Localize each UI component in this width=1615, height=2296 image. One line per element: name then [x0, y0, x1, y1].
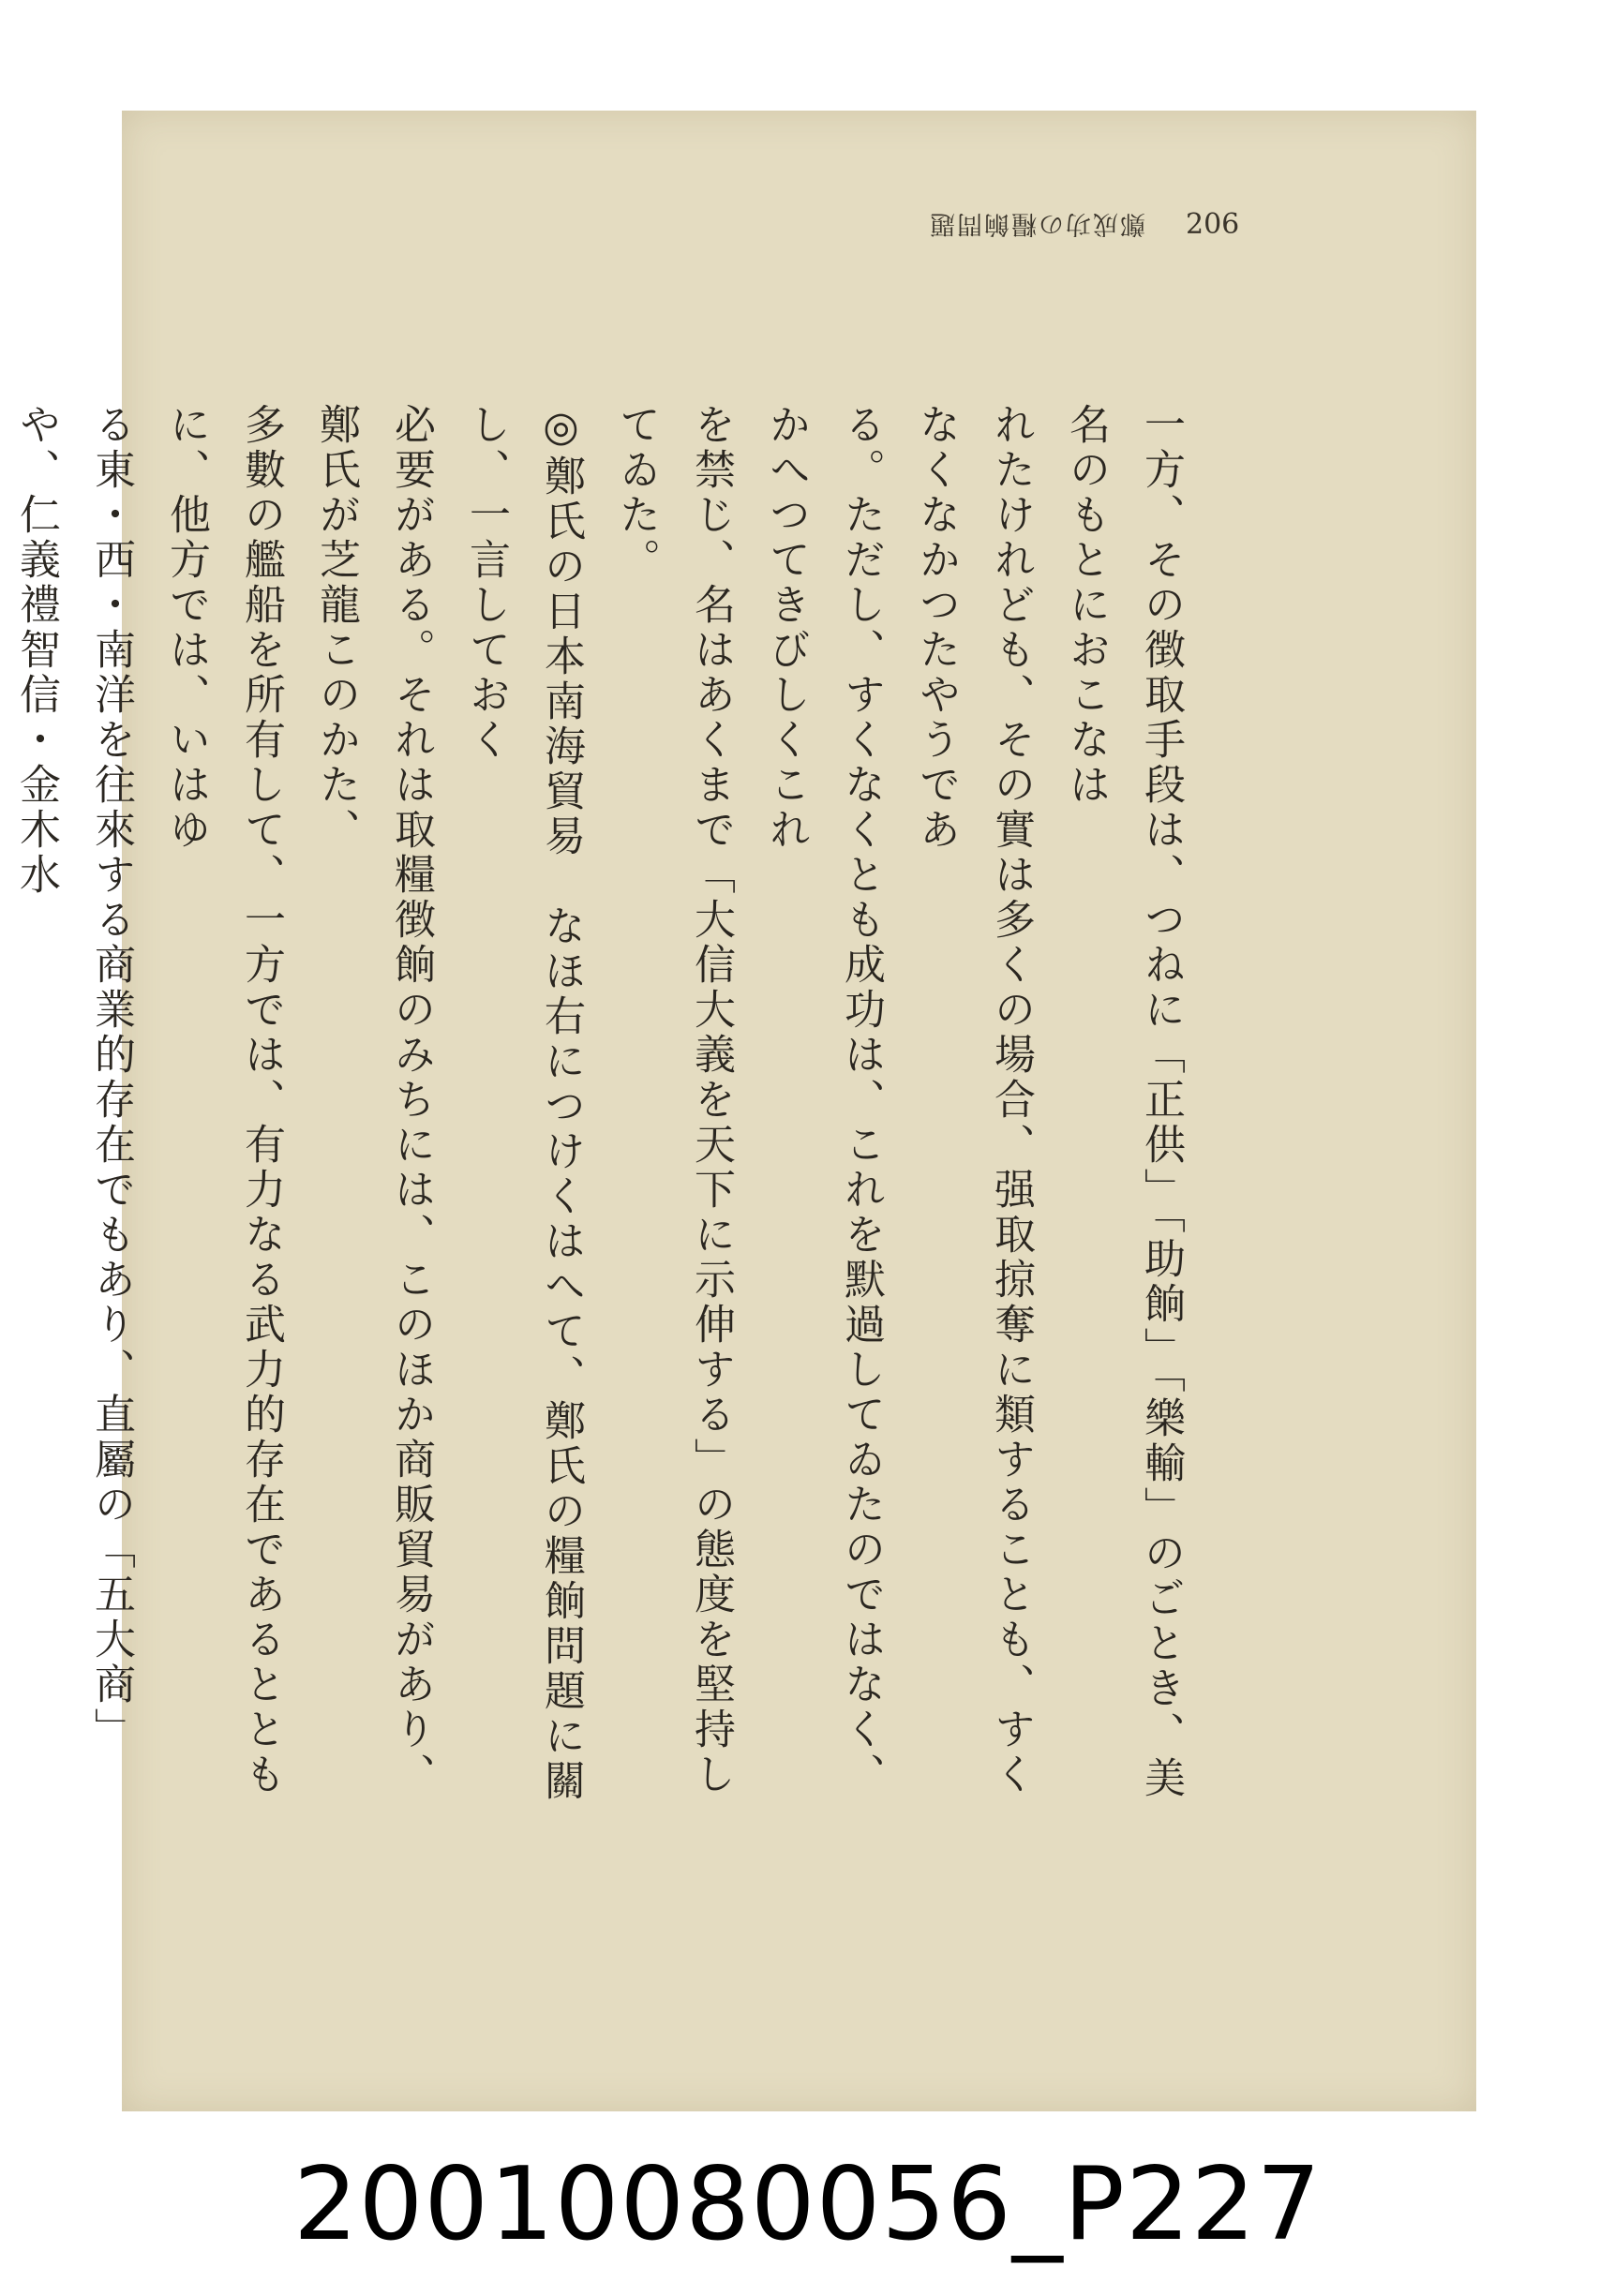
- text-line: る。ただし、すくなくとも成功は、これを默過してゐたのではなく、かへつてきびしくこれ: [762, 403, 885, 1797]
- scan-id-caption: 20010080056_P227: [292, 2146, 1323, 2263]
- page-number: 206: [1186, 208, 1240, 241]
- text-line: る東・西・南洋を往來する商業的存在でもあり、直屬の「五大商」や、仁義禮智信・金木水: [12, 403, 135, 1752]
- text-line: れたけれども、その實は多くの場合、强取掠奪に類することも、すくなくなかつたやうであ: [912, 403, 1035, 1797]
- text-line: 多數の艦船を所有して、一方では、有力なる武力的存在であるとともに、他方では、いはゆ: [162, 403, 285, 1797]
- body-text: [12, 403, 1198, 1827]
- text-line: 一方、その徴取手段は、つねに「正供」「助餉」「樂輸」のごとき、美名のもとにおこなは: [1062, 403, 1185, 1801]
- running-head: 鄭成功の糧餉問題: [928, 209, 1145, 238]
- text-line: 必要がある。それは取糧徴餉のみちには、このほか商販貿易があり、鄭氏が芝龍このかた、: [312, 403, 435, 1797]
- text-line: を禁じ、名はあくまで「大信大義を天下に示伸する」の態度を堅持してゐた。: [612, 403, 735, 1797]
- section-heading-line: ◎鄭氏の日本南海貿易 なほ右につけくはへて、鄭氏の糧餉問題に關し、一言しておく: [462, 403, 585, 1804]
